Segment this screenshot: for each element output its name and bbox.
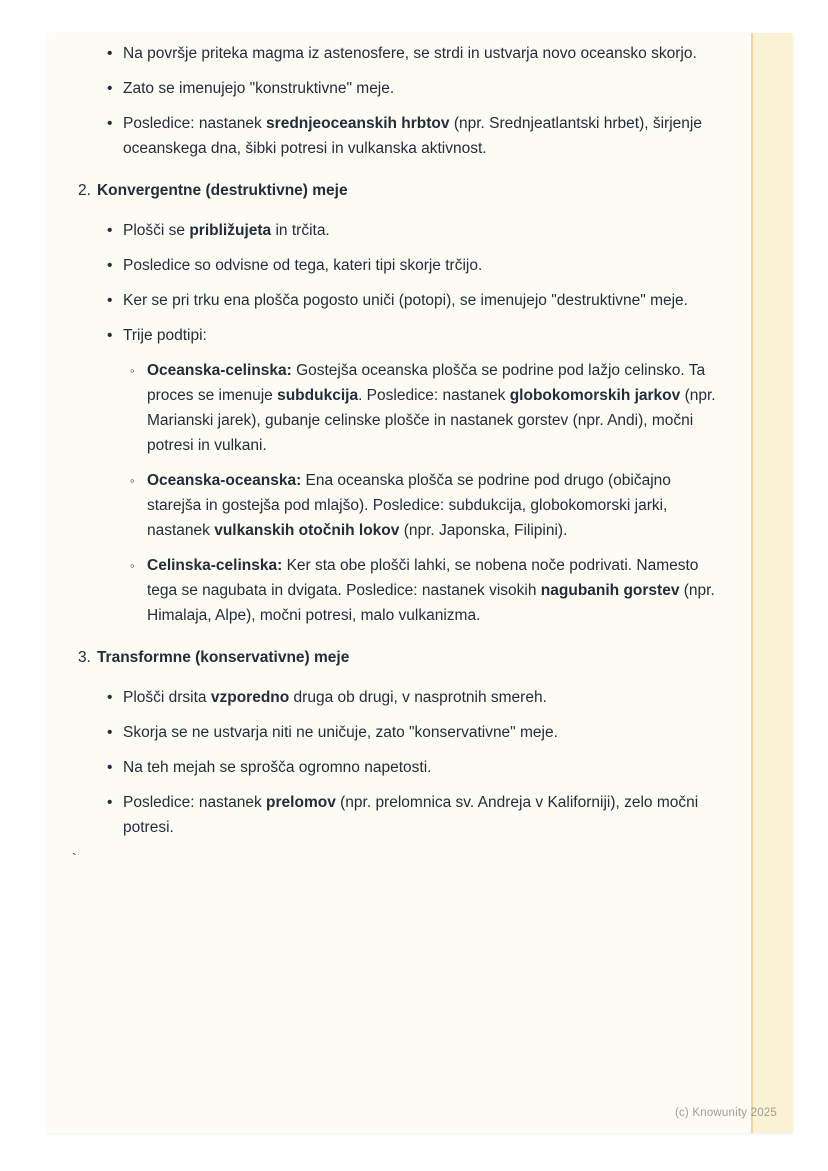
text-run: (npr. Srednjeatlantski hrbet), širjenje oceanskega dna, šibki potresi in vulkanska aktivnost. bbox=[123, 115, 702, 157]
bullet-body bbox=[123, 720, 723, 745]
bullet-item bbox=[78, 790, 723, 840]
bullet-body bbox=[147, 468, 723, 543]
text-run: Ker se pri trku ena plošča pogosto uniči (potopi), se imenujejo "destruktivne" meje. bbox=[123, 292, 688, 309]
bullet-text bbox=[147, 468, 723, 543]
bold-text-run: vulkanskih otočnih lokov bbox=[214, 522, 400, 539]
text-run: . Posledice: nastanek bbox=[358, 387, 510, 404]
heading-text bbox=[97, 178, 348, 203]
bold-text-run: približujeta bbox=[189, 222, 272, 239]
bullet-body bbox=[147, 358, 723, 458]
stray-backtick: ` bbox=[72, 850, 77, 866]
bullet-item bbox=[78, 323, 723, 628]
text-run: (npr. Japonska, Filipini). bbox=[399, 522, 568, 539]
text-run: Plošči se bbox=[123, 222, 190, 239]
text-run: Skorja se ne ustvarja niti ne uničuje, zato "konservativne" meje. bbox=[123, 724, 558, 741]
bold-text-run: srednjeoceanskih hrbtov bbox=[266, 115, 450, 132]
bold-text-run: subdukcija bbox=[277, 387, 359, 404]
bullet-text bbox=[123, 755, 723, 780]
text-run: in trčita. bbox=[271, 222, 330, 239]
disc-bullet-icon: • bbox=[107, 689, 113, 706]
bullet-item bbox=[78, 41, 723, 66]
disc-bullet-icon: • bbox=[107, 759, 113, 776]
text-run: Posledice so odvisne od tega, kateri tipi skorje trčijo. bbox=[123, 257, 483, 274]
bullet-body bbox=[123, 790, 723, 840]
bullet-item bbox=[78, 218, 723, 243]
circle-bullet-icon: ◦ bbox=[130, 473, 135, 488]
bold-text-run: Oceanska-oceanska: bbox=[147, 472, 302, 489]
text-run: Ena oceanska plošča se podrine pod drugo (običajno starejša in gostejša pod mlajšo). Posledice: subdukcija, globokomorski jarki, nastanek bbox=[147, 472, 671, 539]
text-run: Plošči drsita bbox=[123, 689, 211, 706]
text-run: (npr. prelomnica sv. Andreja v Kaliforniji), zelo močni potresi. bbox=[123, 794, 699, 836]
bullet-text bbox=[123, 253, 723, 278]
bullet-text bbox=[123, 720, 723, 745]
circle-bullet-icon: ◦ bbox=[130, 558, 135, 573]
bullet-body bbox=[123, 76, 723, 101]
footer-credit: (c) Knowunity 2025 bbox=[674, 1107, 777, 1119]
text-run: druga ob drugi, v nasprotnih smereh. bbox=[289, 689, 547, 706]
disc-bullet-icon: • bbox=[107, 327, 113, 344]
numbered-heading bbox=[78, 178, 723, 203]
bullet-item bbox=[78, 720, 723, 745]
text-run: Trije podtipi: bbox=[123, 327, 207, 344]
bold-text-run: Celinska-celinska: bbox=[147, 557, 283, 574]
document-sheet bbox=[48, 33, 793, 1133]
bullet-list bbox=[78, 218, 723, 628]
text-run: Posledice: nastanek bbox=[123, 115, 267, 132]
bullet-text bbox=[123, 218, 723, 243]
bullet-text bbox=[123, 111, 723, 161]
disc-bullet-icon: • bbox=[107, 292, 113, 309]
bold-text-run: Transformne (konservativne) meje bbox=[96, 649, 350, 666]
bullet-item bbox=[78, 111, 723, 161]
bold-text-run: vzporedno bbox=[210, 689, 290, 706]
bullet-text bbox=[123, 76, 723, 101]
accent-stripe bbox=[751, 33, 793, 1133]
sub-bullet-item bbox=[123, 358, 723, 458]
bullet-list bbox=[78, 685, 723, 840]
sub-bullet-item bbox=[123, 553, 723, 628]
disc-bullet-icon: • bbox=[107, 724, 113, 741]
bullet-text bbox=[123, 323, 723, 348]
bullet-body bbox=[123, 253, 723, 278]
bullet-text bbox=[123, 41, 723, 66]
disc-bullet-icon: • bbox=[107, 257, 113, 274]
text-run: Na površje priteka magma iz astenosfere, se strdi in ustvarja novo oceansko skorjo. bbox=[123, 45, 697, 62]
text-run: (npr. Marianski jarek), gubanje celinske plošče in nastanek gorstev (npr. Andi), močni potresi in vulkani. bbox=[147, 387, 716, 454]
bold-text-run: nagubanih gorstev bbox=[540, 582, 680, 599]
text-run: Gostejša oceanska plošča se podrine pod lažjo celinsko. Ta proces se imenuje bbox=[147, 362, 706, 404]
notes-content bbox=[72, 41, 723, 871]
text-run: Na teh mejah se sprošča ogromno napetosti. bbox=[123, 759, 432, 776]
bold-text-run: globokomorskih jarkov bbox=[509, 387, 681, 404]
text-run: Zato se imenujejo "konstruktivne" meje. bbox=[123, 80, 395, 97]
bullet-item bbox=[78, 253, 723, 278]
bold-text-run: prelomov bbox=[266, 794, 336, 811]
bullet-text bbox=[147, 553, 723, 628]
circle-bullet-icon: ◦ bbox=[130, 363, 135, 378]
bullet-body bbox=[123, 288, 723, 313]
bullet-text bbox=[123, 790, 723, 840]
bold-text-run: Oceanska-celinska: bbox=[147, 362, 292, 379]
text-run: Posledice: nastanek bbox=[123, 794, 267, 811]
disc-bullet-icon: • bbox=[107, 794, 113, 811]
bullet-body bbox=[123, 685, 723, 710]
text-run: (npr. Himalaja, Alpe), močni potresi, malo vulkanizma. bbox=[147, 582, 715, 624]
bullet-body bbox=[123, 218, 723, 243]
bullet-body bbox=[147, 553, 723, 628]
sub-bullet-item bbox=[123, 468, 723, 543]
text-run: Ker sta obe plošči lahki, se nobena noče podrivati. Namesto tega se nagubata in dvigata. Posledice: nastanek visokih bbox=[147, 557, 699, 599]
bullet-body bbox=[123, 111, 723, 161]
bullet-item bbox=[78, 288, 723, 313]
bullet-item bbox=[78, 685, 723, 710]
heading-text bbox=[97, 645, 349, 670]
bullet-item bbox=[78, 755, 723, 780]
bullet-item bbox=[78, 76, 723, 101]
numbered-heading bbox=[78, 645, 723, 670]
bullet-body bbox=[123, 755, 723, 780]
heading-number: 2. bbox=[78, 182, 91, 199]
heading-number: 3. bbox=[78, 649, 91, 666]
bullet-text bbox=[123, 685, 723, 710]
disc-bullet-icon: • bbox=[107, 115, 113, 132]
bullet-body bbox=[123, 323, 723, 628]
bullet-body bbox=[123, 41, 723, 66]
disc-bullet-icon: • bbox=[107, 222, 113, 239]
bullet-list bbox=[78, 41, 723, 161]
disc-bullet-icon: • bbox=[107, 45, 113, 62]
disc-bullet-icon: • bbox=[107, 80, 113, 97]
bullet-text bbox=[123, 288, 723, 313]
sub-bullet-list bbox=[123, 358, 723, 628]
bold-text-run: Konvergentne (destruktivne) meje bbox=[96, 182, 348, 199]
bullet-text bbox=[147, 358, 723, 458]
